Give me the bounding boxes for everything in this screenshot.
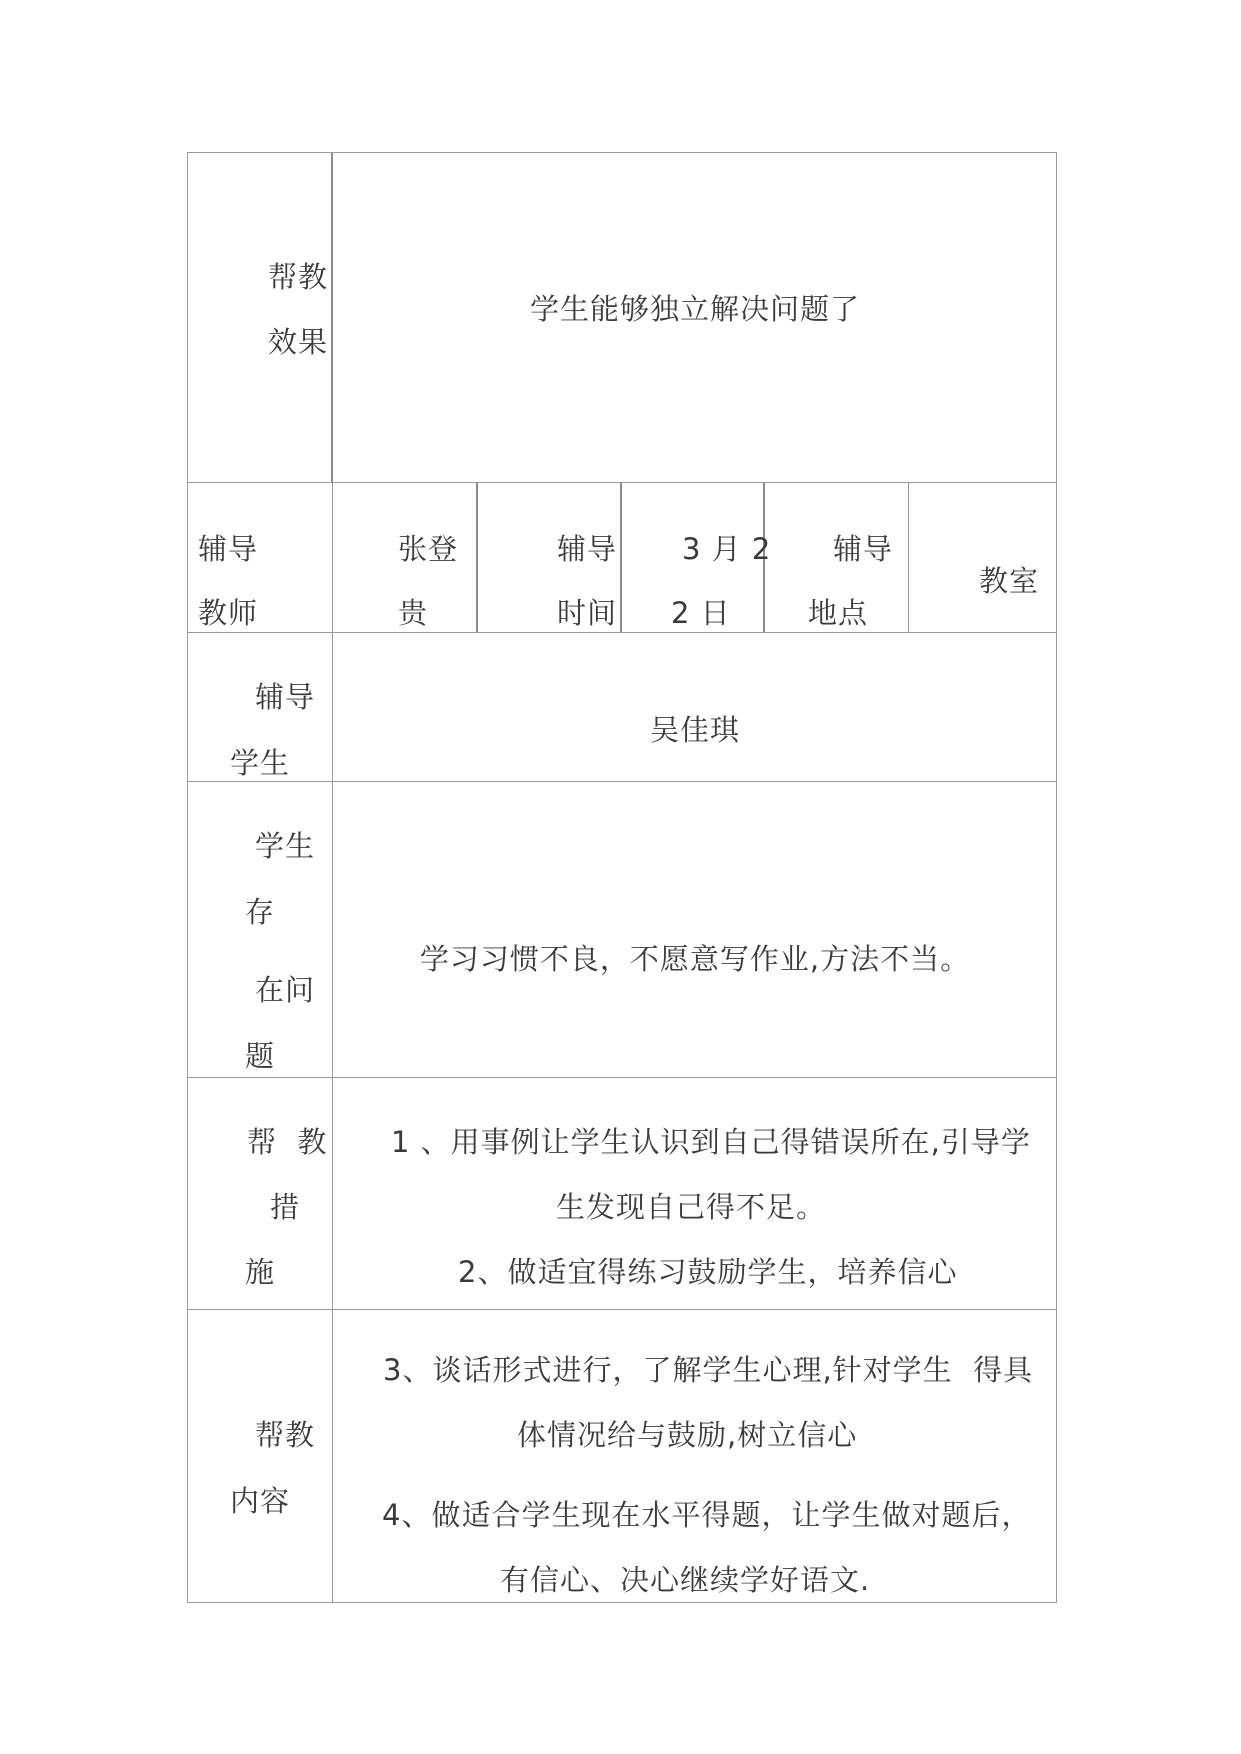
row-divider <box>188 482 1056 483</box>
problems-label-line2: 存 <box>245 895 276 929</box>
measure-item-1-line2: 生发现自己得不足。 <box>556 1190 827 1224</box>
column-divider <box>331 153 333 482</box>
row-divider <box>188 1309 1056 1310</box>
teacher-label-line1: 辅导 <box>198 532 259 566</box>
content-item-3-line1: 3、谈话形式进行，了解学生心理,针对学生 得具 <box>383 1353 1034 1387</box>
column-divider <box>476 482 478 632</box>
measure-item-2: 2、做适宜得练习鼓励学生，培养信心 <box>458 1255 958 1289</box>
content-label-line1: 帮教 <box>255 1418 316 1452</box>
column-divider <box>332 482 333 1603</box>
teacher-label-line2: 教师 <box>198 596 259 630</box>
place-value: 教室 <box>979 564 1040 598</box>
row-divider <box>188 1077 1056 1078</box>
student-name: 吴佳琪 <box>649 713 740 747</box>
content-item-4-line1: 4、做适合学生现在水平得题，让学生做对题后， <box>382 1498 1032 1532</box>
effect-label-line1: 帮教 <box>268 260 329 294</box>
problems-label-line1: 学生 <box>255 829 316 863</box>
measures-label-line3: 施 <box>245 1255 276 1289</box>
time-label-line2: 时间 <box>557 596 618 630</box>
column-divider <box>620 482 622 632</box>
content-item-4-line2: 有信心、决心继续学好语文. <box>500 1563 871 1597</box>
teacher-name-line1: 张登 <box>398 532 459 566</box>
column-divider <box>908 482 909 632</box>
problems-label-line3: 在问 <box>255 973 316 1007</box>
teacher-name-line2: 贵 <box>398 596 429 630</box>
content-label-line2: 内容 <box>230 1484 291 1518</box>
student-label-line2: 学生 <box>230 746 291 780</box>
place-label-line2: 地点 <box>808 596 869 630</box>
time-value-line1: 3 月 2 <box>682 532 772 566</box>
effect-label-line2: 效果 <box>268 325 329 359</box>
time-label-line1: 辅导 <box>557 532 618 566</box>
row-divider <box>188 632 1056 633</box>
effect-value: 学生能够独立解决问题了 <box>529 292 860 326</box>
measures-label-line1: 帮 教 <box>247 1125 328 1159</box>
problems-value: 学习习惯不良，不愿意写作业,方法不当。 <box>419 942 971 976</box>
content-item-3-line2: 体情况给与鼓励,树立信心 <box>517 1418 858 1452</box>
row-divider <box>188 781 1056 782</box>
measures-label-line2: 措 <box>270 1190 301 1224</box>
tutoring-record-table <box>187 152 1057 1603</box>
place-label-line1: 辅导 <box>833 532 894 566</box>
student-label-line1: 辅导 <box>255 680 316 714</box>
problems-label-line4: 题 <box>245 1039 276 1073</box>
measure-item-1-line1: 1 、用事例让学生认识到自己得错误所在,引导学 <box>391 1125 1031 1159</box>
time-value-line2: 2 日 <box>671 596 731 630</box>
